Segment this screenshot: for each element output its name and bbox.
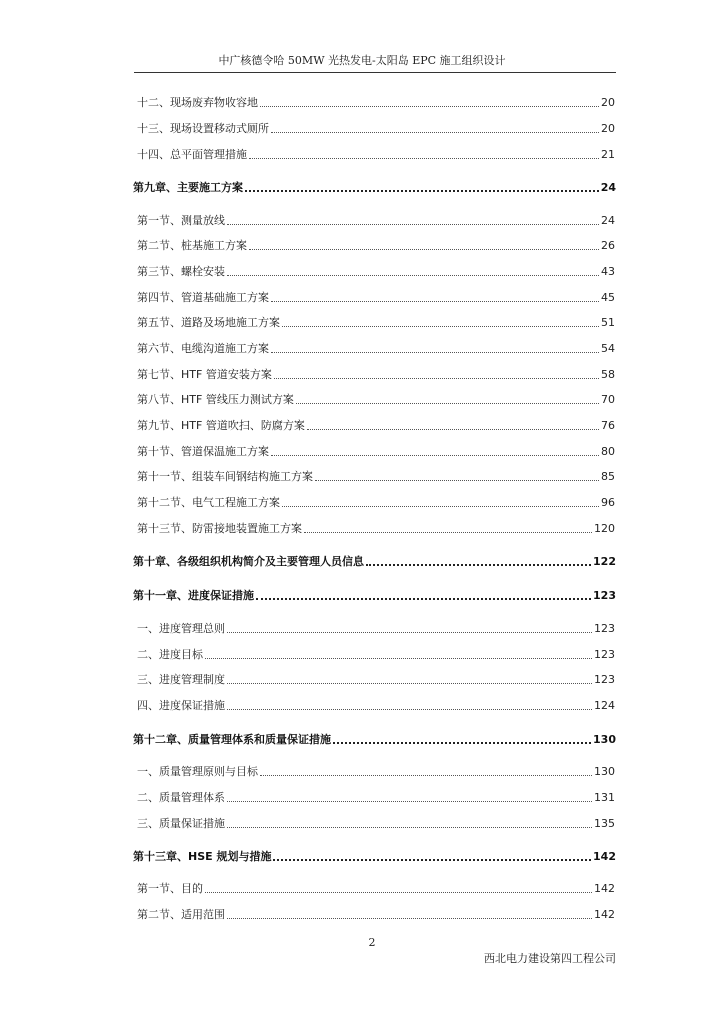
toc-section-entry[interactable] bbox=[137, 908, 615, 922]
toc-chapter-entry[interactable] bbox=[133, 589, 616, 603]
toc-section-entry[interactable] bbox=[137, 214, 615, 228]
toc-section-entry[interactable] bbox=[137, 239, 615, 253]
toc-entry-title: 第三节、螺栓安装 bbox=[137, 265, 225, 278]
toc-entry-title: 第九章、主要施工方案 bbox=[133, 181, 243, 194]
toc-dot-leader bbox=[227, 827, 592, 828]
toc-entry-page-number: 54 bbox=[601, 342, 615, 355]
toc-entry-title: 四、进度保证措施 bbox=[137, 699, 225, 712]
toc-entry-page-number: 130 bbox=[594, 765, 615, 778]
toc-entry-page-number: 120 bbox=[594, 522, 615, 535]
toc-dot-leader bbox=[271, 132, 599, 133]
toc-entry-page-number: 135 bbox=[594, 817, 615, 830]
toc-section-entry[interactable] bbox=[137, 291, 615, 305]
toc-entry-title: 第十三节、防雷接地装置施工方案 bbox=[137, 522, 302, 535]
toc-entry-title: 第十二节、电气工程施工方案 bbox=[137, 496, 280, 509]
toc-entry-page-number: 123 bbox=[594, 648, 615, 661]
toc-entry-page-number: 80 bbox=[601, 445, 615, 458]
toc-entry-page-number: 24 bbox=[601, 214, 615, 227]
toc-entry-title: 一、质量管理原则与目标 bbox=[137, 765, 258, 778]
toc-section-entry[interactable] bbox=[137, 882, 615, 896]
toc-section-entry[interactable] bbox=[137, 368, 615, 382]
toc-entry-page-number: 85 bbox=[601, 470, 615, 483]
toc-entry-page-number: 58 bbox=[601, 368, 615, 381]
toc-dot-leader bbox=[256, 598, 591, 600]
toc-entry-page-number: 51 bbox=[601, 316, 615, 329]
toc-dot-leader bbox=[249, 249, 599, 250]
toc-section-entry[interactable] bbox=[137, 342, 615, 356]
toc-entry-title: 十二、现场废弃物收容地 bbox=[137, 96, 258, 109]
toc-entry-title: 十三、现场设置移动式厕所 bbox=[137, 122, 269, 135]
toc-dot-leader bbox=[227, 709, 592, 710]
toc-entry-title: 第四节、管道基础施工方案 bbox=[137, 291, 269, 304]
toc-section-entry[interactable] bbox=[137, 148, 615, 162]
toc-entry-title: 第十一节、组装车间钢结构施工方案 bbox=[137, 470, 313, 483]
toc-dot-leader bbox=[271, 352, 599, 353]
toc-section-entry[interactable] bbox=[137, 522, 615, 536]
toc-entry-title: 第六节、电缆沟道施工方案 bbox=[137, 342, 269, 355]
toc-section-entry[interactable] bbox=[137, 470, 615, 484]
toc-entry-title: 第十二章、质量管理体系和质量保证措施 bbox=[133, 733, 331, 746]
toc-dot-leader bbox=[271, 301, 599, 302]
toc-dot-leader bbox=[282, 326, 599, 327]
toc-entry-title: 一、进度管理总则 bbox=[137, 622, 225, 635]
document-title: 中广核德令哈 50MW 光热发电-太阳岛 EPC 施工组织设计 bbox=[218, 54, 506, 67]
page-number: 2 bbox=[368, 936, 376, 949]
toc-entry-page-number: 123 bbox=[594, 622, 615, 635]
toc-dot-leader bbox=[227, 801, 592, 802]
toc-dot-leader bbox=[245, 190, 599, 192]
toc-dot-leader bbox=[260, 775, 592, 776]
toc-entry-title: 二、质量管理体系 bbox=[137, 791, 225, 804]
toc-section-entry[interactable] bbox=[137, 393, 615, 407]
toc-section-entry[interactable] bbox=[137, 265, 615, 279]
toc-dot-leader bbox=[271, 455, 599, 456]
toc-dot-leader bbox=[315, 480, 599, 481]
toc-section-entry[interactable] bbox=[137, 699, 615, 713]
toc-section-entry[interactable] bbox=[137, 765, 615, 779]
toc-entry-title: 第五节、道路及场地施工方案 bbox=[137, 316, 280, 329]
toc-chapter-entry[interactable] bbox=[133, 733, 616, 747]
toc-entry-page-number: 20 bbox=[601, 122, 615, 135]
toc-entry-title: 三、质量保证措施 bbox=[137, 817, 225, 830]
toc-dot-leader bbox=[304, 532, 592, 533]
toc-entry-title: 第九节、HTF 管道吹扫、防腐方案 bbox=[137, 419, 305, 432]
toc-section-entry[interactable] bbox=[137, 445, 615, 459]
toc-entry-page-number: 142 bbox=[594, 882, 615, 895]
toc-dot-leader bbox=[307, 429, 599, 430]
toc-entry-title: 第十章、各级组织机构简介及主要管理人员信息 bbox=[133, 555, 364, 568]
footer-company: 西北电力建设第四工程公司 bbox=[484, 952, 616, 965]
toc-entry-page-number: 45 bbox=[601, 291, 615, 304]
toc-entry-title: 三、进度管理制度 bbox=[137, 673, 225, 686]
toc-dot-leader bbox=[249, 158, 599, 159]
toc-section-entry[interactable] bbox=[137, 496, 615, 510]
toc-section-entry[interactable] bbox=[137, 622, 615, 636]
toc-dot-leader bbox=[366, 564, 591, 566]
toc-chapter-entry[interactable] bbox=[133, 850, 616, 864]
toc-entry-title: 第八节、HTF 管线压力测试方案 bbox=[137, 393, 294, 406]
toc-entry-page-number: 20 bbox=[601, 96, 615, 109]
toc-entry-page-number: 142 bbox=[594, 908, 615, 921]
toc-chapter-entry[interactable] bbox=[133, 181, 616, 195]
toc-chapter-entry[interactable] bbox=[133, 555, 616, 569]
toc-dot-leader bbox=[227, 683, 592, 684]
toc-entry-title: 二、进度目标 bbox=[137, 648, 203, 661]
toc-entry-page-number: 26 bbox=[601, 239, 615, 252]
toc-entry-page-number: 96 bbox=[601, 496, 615, 509]
toc-section-entry[interactable] bbox=[137, 648, 615, 662]
toc-section-entry[interactable] bbox=[137, 316, 615, 330]
toc-dot-leader bbox=[227, 275, 599, 276]
toc-dot-leader bbox=[333, 742, 591, 744]
toc-entry-title: 第七节、HTF 管道安装方案 bbox=[137, 368, 272, 381]
toc-entry-title: 第二节、适用范围 bbox=[137, 908, 225, 921]
toc-entry-page-number: 76 bbox=[601, 419, 615, 432]
toc-entry-page-number: 122 bbox=[593, 555, 616, 568]
toc-entry-page-number: 130 bbox=[593, 733, 616, 746]
toc-dot-leader bbox=[227, 632, 592, 633]
toc-dot-leader bbox=[227, 224, 599, 225]
toc-entry-title: 第十三章、HSE 规划与措施 bbox=[133, 850, 272, 863]
toc-dot-leader bbox=[296, 403, 599, 404]
toc-entry-page-number: 24 bbox=[600, 181, 616, 194]
toc-dot-leader bbox=[227, 918, 592, 919]
toc-dot-leader bbox=[205, 658, 592, 659]
toc-dot-leader bbox=[282, 506, 599, 507]
toc-section-entry[interactable] bbox=[137, 122, 615, 136]
toc-section-entry[interactable] bbox=[137, 96, 615, 110]
toc-section-entry[interactable] bbox=[137, 817, 615, 831]
toc-entry-page-number: 70 bbox=[601, 393, 615, 406]
toc-entry-page-number: 131 bbox=[594, 791, 615, 804]
toc-section-entry[interactable] bbox=[137, 419, 615, 433]
toc-entry-page-number: 43 bbox=[601, 265, 615, 278]
toc-dot-leader bbox=[205, 892, 592, 893]
toc-entry-title: 第十节、管道保温施工方案 bbox=[137, 445, 269, 458]
toc-entry-page-number: 21 bbox=[601, 148, 615, 161]
toc-entry-title: 第十一章、进度保证措施 bbox=[133, 589, 254, 602]
toc-entry-title: 第一节、目的 bbox=[137, 882, 203, 895]
toc-dot-leader bbox=[260, 106, 599, 107]
toc-entry-page-number: 142 bbox=[593, 850, 616, 863]
toc-entry-page-number: 123 bbox=[593, 589, 616, 602]
toc-entry-title: 十四、总平面管理措施 bbox=[137, 148, 247, 161]
toc-entry-page-number: 123 bbox=[594, 673, 615, 686]
toc-entry-title: 第二节、桩基施工方案 bbox=[137, 239, 247, 252]
toc-entry-title: 第一节、测量放线 bbox=[137, 214, 225, 227]
toc-entry-page-number: 124 bbox=[594, 699, 615, 712]
toc-section-entry[interactable] bbox=[137, 791, 615, 805]
toc-dot-leader bbox=[273, 859, 591, 861]
toc-section-entry[interactable] bbox=[137, 673, 615, 687]
toc-dot-leader bbox=[274, 378, 599, 379]
